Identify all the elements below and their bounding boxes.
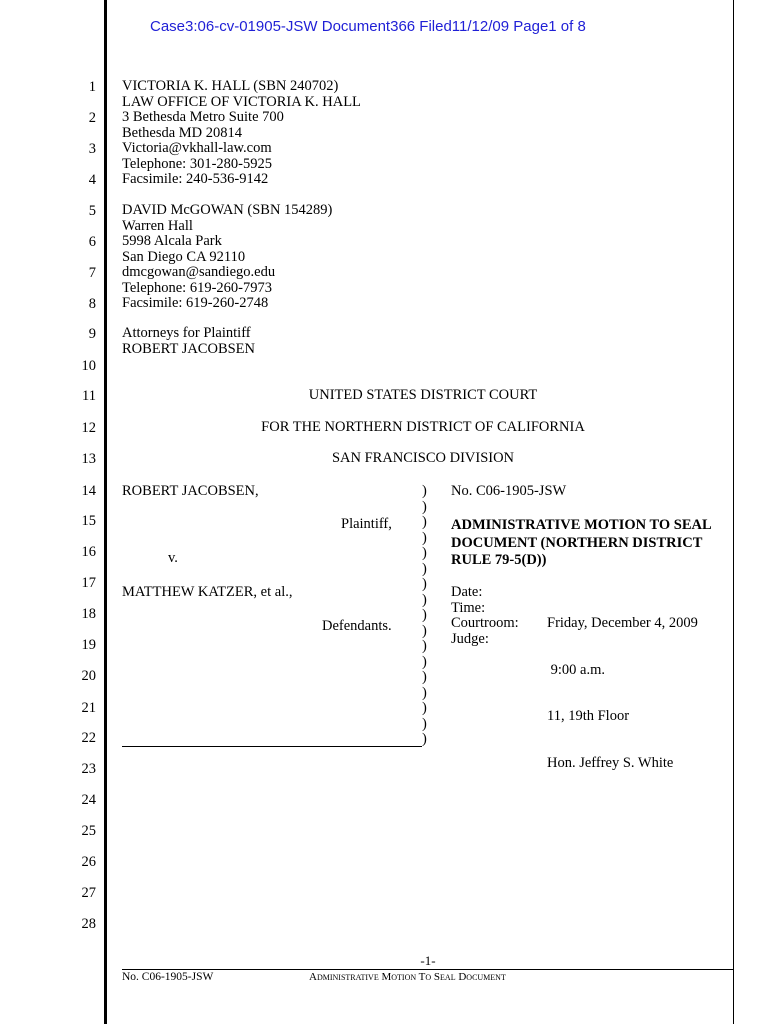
hearing-time-label: Time: [451,599,486,616]
defendant-name: MATTHEW KATZER, et al., [122,584,293,600]
court-division: SAN FRANCISCO DIVISION [331,450,515,466]
hearing-judge-label: Judge: [451,630,489,647]
line-number: 19 [81,637,96,653]
plaintiff-name: ROBERT JACOBSEN, [122,483,259,499]
line-number: 14 [81,483,96,499]
caption-paren: ) [422,669,427,685]
line-number: 26 [81,854,96,870]
counsel-line: LAW OFFICE OF VICTORIA K. HALL [122,93,361,110]
line-number: 20 [81,668,96,684]
line-number: 25 [81,823,96,839]
line-number: 10 [81,358,96,374]
counsel-line: Victoria@vkhall-law.com [122,140,272,156]
caption-paren: ) [422,622,427,639]
line-number: 18 [81,606,96,622]
page-number: -1- [420,953,436,968]
court-name: UNITED STATES DISTRICT COURT [308,387,538,403]
footer-case-number: No. C06-1905-JSW [122,971,214,983]
ecf-header: Case3:06-cv-01905-JSW Document366 Filed11/12/09 Page1 of 8 [150,18,586,35]
caption-paren: ) [422,684,427,701]
caption-paren: ) [422,545,427,561]
hearing-date-label: Date: [451,584,483,600]
attorneys-for-block [122,326,255,357]
counsel-block-mcgowan [122,203,332,312]
caption-paren: ) [422,731,427,747]
line-number: 1 [88,79,96,95]
counsel-line: 5998 Alcala Park [122,233,222,249]
line-number: 5 [88,203,96,219]
attorneys-for-line: ROBERT JACOBSEN [122,340,256,357]
right-margin-rule [733,0,734,1024]
hearing-date-value: Friday, December 4, 2009 [547,615,698,631]
line-number: 6 [88,234,96,250]
caption-paren: ) [422,483,427,499]
caption-paren: ) [422,700,427,716]
counsel-line: dmcgowan@sandiego.edu [122,264,276,280]
caption-paren: ) [422,715,427,732]
counsel-line: Telephone: 619-260-7973 [122,279,272,296]
hearing-courtroom-label: Courtroom: [451,615,519,631]
motion-title-line: ADMINISTRATIVE MOTION TO SEAL [451,517,712,533]
line-number: 11 [82,388,96,404]
caption-paren: ) [422,653,427,670]
caption-paren: ) [422,560,427,577]
caption-paren: ) [422,607,427,623]
plaintiff-role: Plaintiff, [341,516,392,532]
line-number: 15 [81,513,96,529]
hearing-labels [451,585,519,647]
line-number: 23 [81,761,96,777]
line-number: 16 [81,544,96,560]
caption-paren: ) [422,591,427,608]
hearing-judge-value: Hon. Jeffrey S. White [547,754,674,771]
counsel-line: VICTORIA K. HALL (SBN 240702) [122,78,339,94]
line-number: 24 [81,792,96,808]
caption-paren: ) [422,638,427,654]
hearing-courtroom-value: 11, 19th Floor [547,708,630,724]
line-number: 21 [81,700,96,716]
defendant-role: Defendants. [322,618,392,634]
line-number: 9 [88,326,96,342]
line-number: 2 [88,110,96,126]
counsel-line: Telephone: 301-280-5925 [122,155,272,172]
court-district: FOR THE NORTHERN DISTRICT OF CALIFORNIA [261,419,585,435]
caption-paren: ) [422,576,427,592]
counsel-line: Bethesda MD 20814 [122,124,243,141]
left-margin-rule [104,0,107,1024]
line-number: 13 [81,451,96,467]
case-number: No. C06-1905-JSW [451,483,567,499]
counsel-line: San Diego CA 92110 [122,248,246,265]
motion-title-line: DOCUMENT (NORTHERN DISTRICT [451,534,703,551]
line-number: 12 [81,420,96,436]
line-number: 27 [81,885,96,901]
hearing-time-value: 9:00 a.m. [547,661,605,678]
caption-paren: ) [422,529,427,546]
line-number: 4 [88,172,96,188]
line-number: 3 [88,141,96,157]
counsel-line: Facsimile: 240-536-9142 [122,171,269,187]
line-number: 8 [88,296,96,312]
counsel-line: Warren Hall [122,217,193,234]
motion-title [451,517,712,570]
caption-underline [122,746,422,747]
hearing-values [547,585,698,787]
line-number: 22 [81,730,96,746]
counsel-line: DAVID McGOWAN (SBN 154289) [122,202,333,218]
counsel-line: 3 Bethesda Metro Suite 700 [122,109,284,125]
line-number: 7 [88,265,96,281]
line-number: 28 [81,916,96,932]
caption-paren: ) [422,514,427,530]
versus: v. [168,550,178,566]
line-number: 17 [81,575,96,591]
motion-title-line: RULE 79-5(D)) [451,552,547,568]
attorneys-for-line: Attorneys for Plaintiff [122,325,251,341]
caption-paren: ) [422,498,427,515]
counsel-block-hall [122,79,361,188]
footer-document-title: Administrative Motion To Seal Document [309,971,506,983]
counsel-line: Facsimile: 619-260-2748 [122,295,269,311]
